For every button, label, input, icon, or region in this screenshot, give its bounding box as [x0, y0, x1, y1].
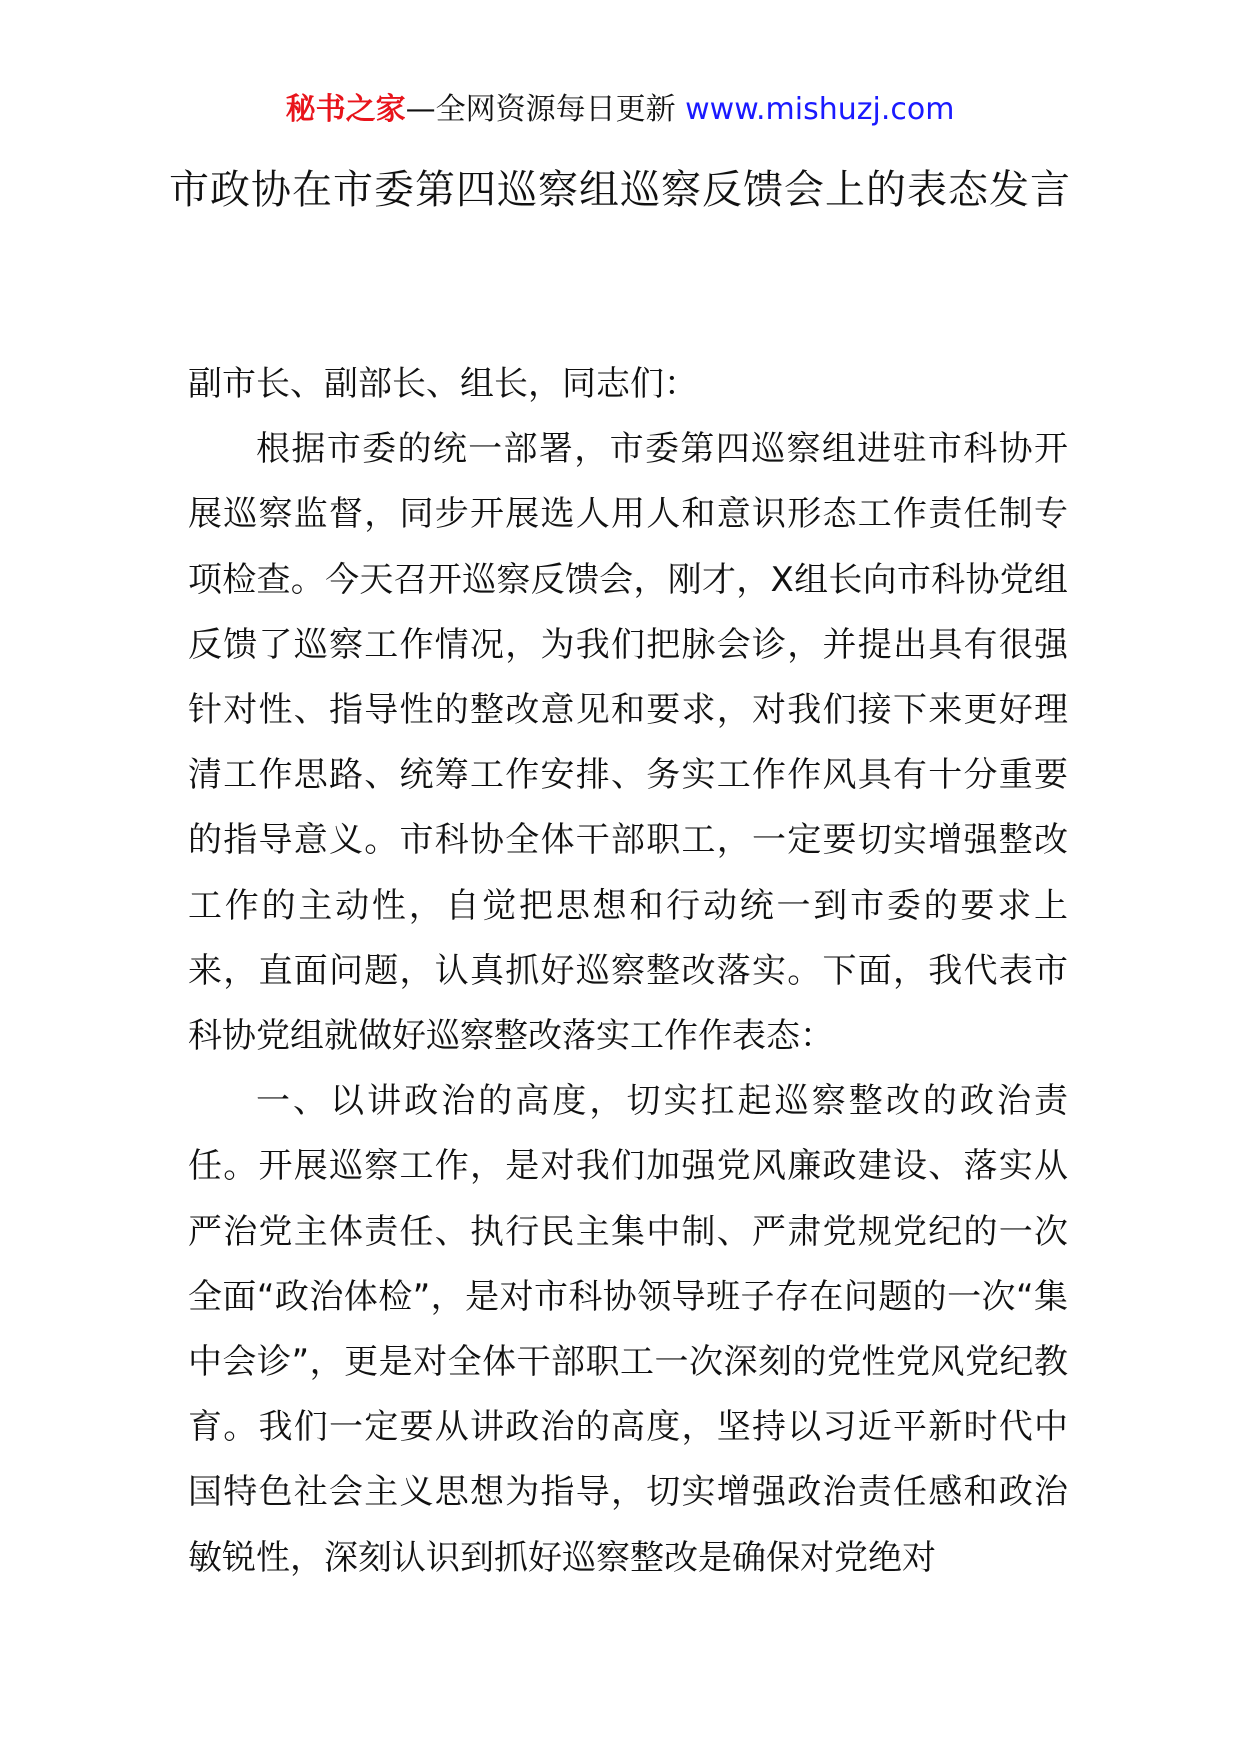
- site-header: [0, 88, 1240, 132]
- document-body: [188, 352, 1068, 1591]
- section-heading: 一、以讲政治的高度，切实扛起巡察整改的政治责任。: [188, 1081, 1068, 1187]
- site-tagline: —全网资源每日更新: [405, 92, 676, 127]
- body-paragraph: 根据市委的统一部署，市委第四巡察组进驻市科协开展巡察监督，同步开展选人用人和意识形态工作责任制专项检查。今天召开巡察反馈会，刚才，X组长向市科协党组反馈了巡察工作情况，为我们把脉会诊，并提出具有很强针对性、指导性的整改意见和要求，对我们接下来更好理清工作思路、统筹工作安排、务实工作作风具有十分重要的指导意义。市科协全体干部职工，一定要切实增强整改工作的主动性，自觉把思想和行动统一到市委的要求上来，直面问题，认真抓好巡察整改落实。下面，我代表市科协党组就做好巡察整改落实工作作表态：: [188, 429, 1068, 1057]
- site-url-link[interactable]: www.mishuzj.com: [685, 92, 955, 127]
- site-brand: 秘书之家: [285, 92, 406, 127]
- salutation: 副市长、副部长、组长，同志们：: [188, 364, 698, 404]
- section-paragraph: [188, 1069, 1068, 1591]
- section-text: 开展巡察工作，是对我们加强党风廉政建设、落实从严治党主体责任、执行民主集中制、严肃党规党纪的一次全面“政治体检”，是对市科协领导班子存在问题的一次“集中会诊”，更是对全体干部职工一次深刻的党性党风党纪教育。我们一定要从讲政治的高度，坚持以习近平新时代中国特色社会主义思想为指导，切实增强政治责任感和政治敏锐性，深刻认识到抓好巡察整改是确保对党绝对: [188, 1146, 1068, 1578]
- document-title: 市政协在市委第四巡察组巡察反馈会上的表态发言: [169, 167, 1071, 213]
